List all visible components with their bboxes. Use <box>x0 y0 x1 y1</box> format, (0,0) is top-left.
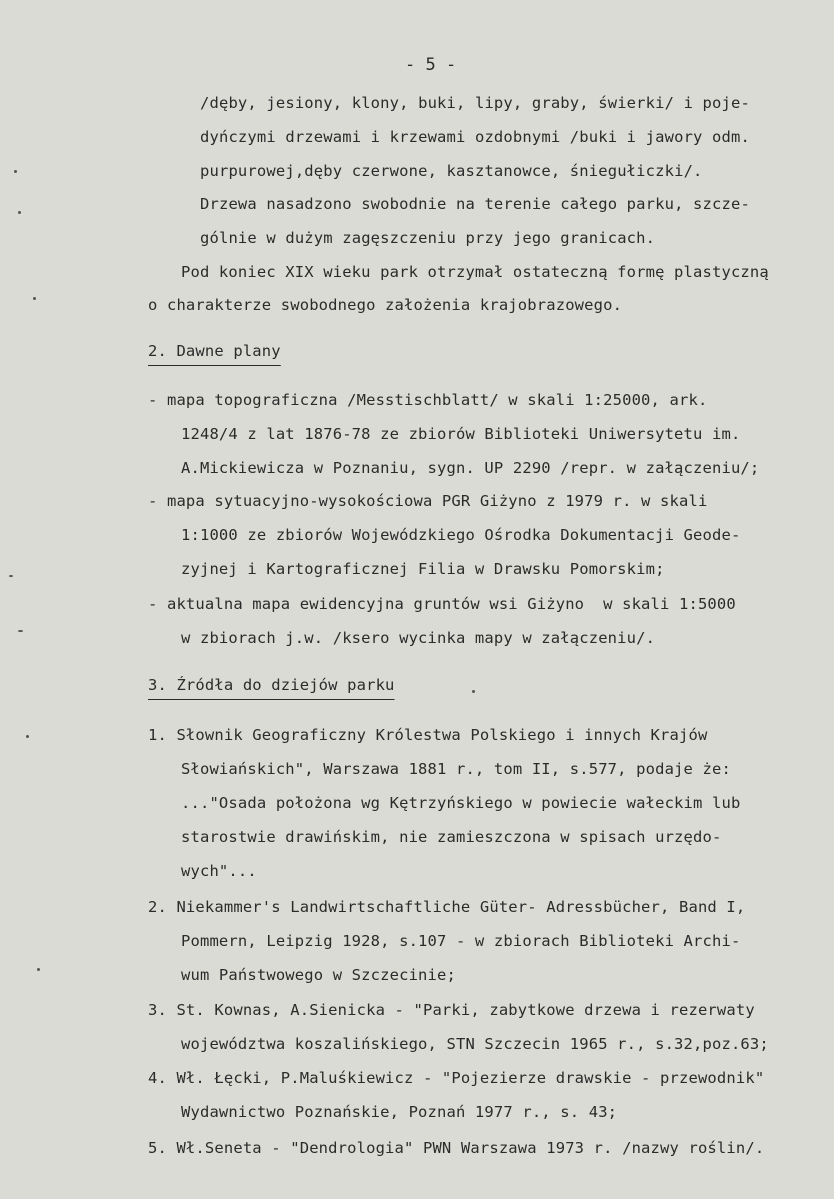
source-line: 1. Słownik Geograficzny Królestwa Polskiego i innych Krajów <box>148 726 708 744</box>
plan-line: w zbiorach j.w. /ksero wycinka mapy w załączeniu/. <box>181 629 656 647</box>
plan-line: 1:1000 ze zbiorów Wojewódzkiego Ośrodka Dokumentacji Geode- <box>181 526 741 544</box>
intro-line: dyńczymi drzewami i krzewami ozdobnymi /buki i jawory odm. <box>200 128 750 146</box>
source-line: Wydawnictwo Poznańskie, Poznań 1977 r., s. 43; <box>181 1103 618 1121</box>
paper-speck <box>9 575 13 577</box>
source-line: starostwie drawińskim, nie zamieszczona w spisach urzędo- <box>181 828 722 846</box>
intro-line: o charakterze swobodnego założenia krajobrazowego. <box>148 296 623 314</box>
source-line: Pommern, Leipzig 1928, s.107 - w zbiorach Biblioteki Archi- <box>181 932 741 950</box>
paper-speck <box>18 630 23 632</box>
plan-line: - mapa topograficzna /Messtischblatt/ w skali 1:25000, ark. <box>148 391 708 409</box>
plan-line: zyjnej i Kartograficznej Filia w Drawsku Pomorskim; <box>181 560 665 578</box>
section-heading: 2. Dawne plany <box>148 342 281 360</box>
source-line: województwa koszalińskiego, STN Szczecin 1965 r., s.32,poz.63; <box>181 1035 769 1053</box>
section-heading: 3. Źródła do dziejów parku <box>148 676 395 694</box>
paper-speck <box>14 170 17 173</box>
intro-line: Drzewa nasadzono swobodnie na terenie całego parku, szcze- <box>200 195 750 213</box>
paper-speck <box>472 690 475 693</box>
source-line: 5. Wł.Seneta - "Dendrologia" PWN Warszawa 1973 r. /nazwy roślin/. <box>148 1139 765 1157</box>
intro-line: gólnie w dużym zagęszczeniu przy jego granicach. <box>200 229 656 247</box>
source-line: 3. St. Kownas, A.Sienicka - "Parki, zabytkowe drzewa i rezerwaty <box>148 1001 755 1019</box>
source-line: 2. Niekammer's Landwirtschaftliche Güter- Adressbücher, Band I, <box>148 898 746 916</box>
intro-line: Pod koniec XIX wieku park otrzymał ostateczną formę plastyczną <box>181 263 769 281</box>
source-line: ..."Osada położona wg Kętrzyńskiego w powiecie wałeckim lub <box>181 794 741 812</box>
page-number: - 5 - <box>405 55 457 75</box>
source-line: 4. Wł. Łęcki, P.Maluśkiewicz - "Pojezierze drawskie - przewodnik" <box>148 1069 765 1087</box>
paper-speck <box>26 735 29 738</box>
plan-line: A.Mickiewicza w Poznaniu, sygn. UP 2290 /repr. w załączeniu/; <box>181 459 760 477</box>
source-line: wum Państwowego w Szczecinie; <box>181 966 456 984</box>
source-line: wych"... <box>181 862 257 880</box>
source-line: Słowiańskich", Warszawa 1881 r., tom II, s.577, podaje że: <box>181 760 731 778</box>
plan-line: - mapa sytuacyjno-wysokościowa PGR Giżyno z 1979 r. w skali <box>148 492 708 510</box>
plan-line: 1248/4 z lat 1876-78 ze zbiorów Biblioteki Uniwersytetu im. <box>181 425 741 443</box>
paper-speck <box>37 968 40 971</box>
paper-speck <box>18 211 21 214</box>
paper-speck <box>33 297 36 300</box>
intro-line: /dęby, jesiony, klony, buki, lipy, graby, świerki/ i poje- <box>200 94 750 112</box>
intro-line: purpurowej,dęby czerwone, kasztanowce, śniegułiczki/. <box>200 162 703 180</box>
plan-line: - aktualna mapa ewidencyjna gruntów wsi Giżyno w skali 1:5000 <box>148 595 736 613</box>
